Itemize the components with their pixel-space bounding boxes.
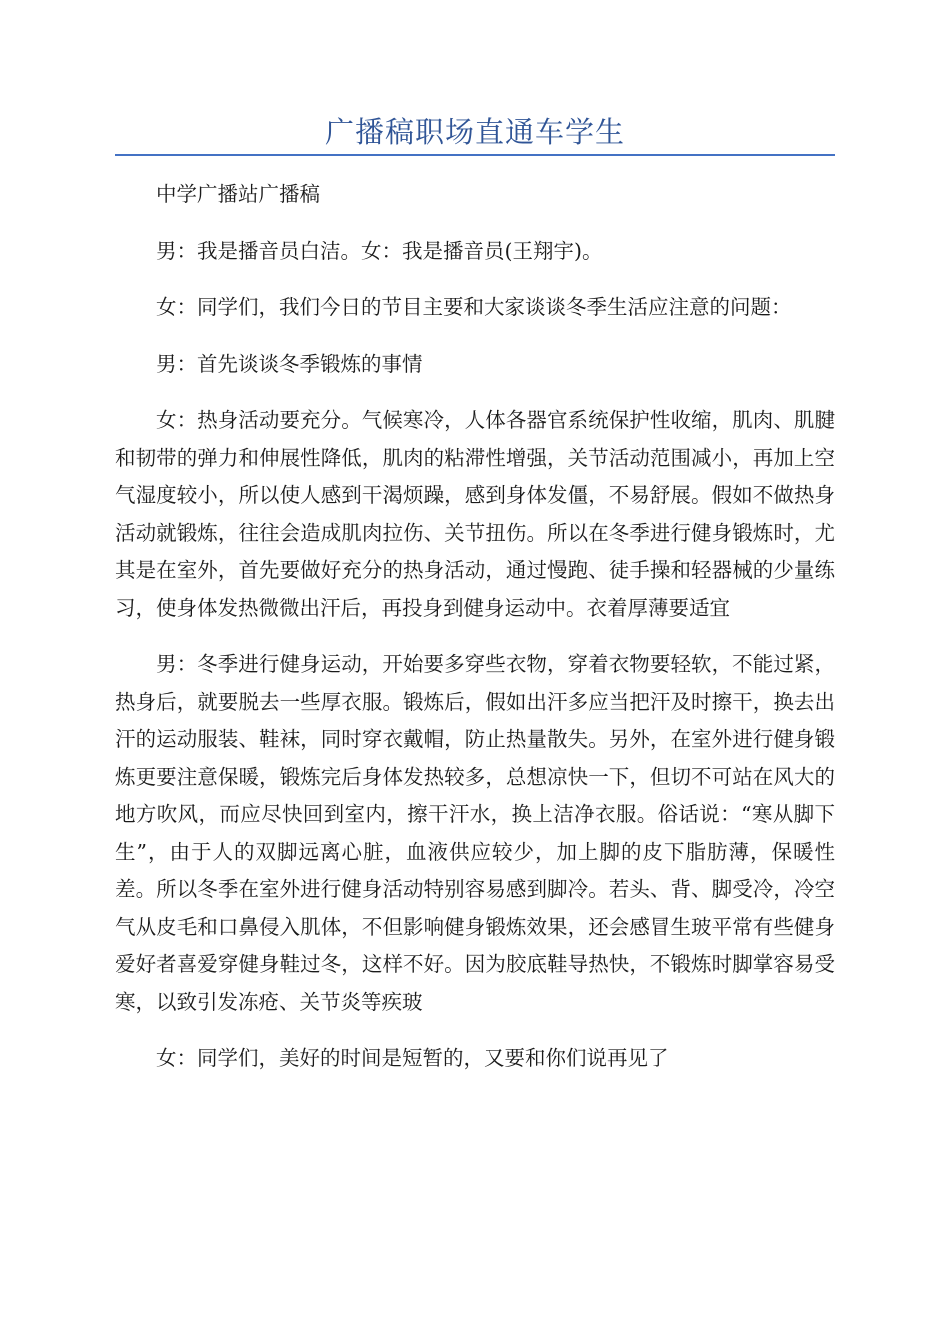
paragraph: 男：冬季进行健身运动，开始要多穿些衣物，穿着衣物要轻软，不能过紧，热身后，就要脱去一些厚衣服。锻炼后，假如出汗多应当把汗及时擦干，换去出汗的运动服装、鞋袜，同时穿衣戴帽，防止热量散失。另外，在室外进行健身锻炼更要注意保暖，锻炼完后身体发热较多，总想凉快一下，但切不可站在风大的地方吹风，而应尽快回到室内，擦干汗水，换上洁净衣服。俗话说：“寒从脚下生”，由于人的双脚远离心脏，血液供应较少，加上脚的皮下脂肪薄，保暖性差。所以冬季在室外进行健身活动特别容易感到脚冷。若头、背、脚受冷，冷空气从皮毛和口鼻侵入肌体，不但影响健身锻炼效果，还会感冒生玻平常有些健身爱好者喜爱穿健身鞋过冬，这样不好。因为胶底鞋导热快，不锻炼时脚掌容易受寒，以致引发冻疮、关节炎等疾玻: [115, 652, 835, 1014]
document-title: 广播稿职场直通车学生: [324, 115, 625, 149]
paragraph: 女：同学们，我们今日的节目主要和大家谈谈冬季生活应注意的问题：: [156, 295, 792, 319]
paragraph: 女：同学们，美好的时间是短暂的，又要和你们说再见了: [156, 1046, 669, 1070]
title-underline: [115, 154, 835, 156]
paragraph: 中学广播站广播稿: [156, 182, 320, 206]
paragraph: 男：我是播音员白洁。女：我是播音员(王翔宇)。: [156, 238, 603, 263]
document-body: [115, 176, 835, 1097]
paragraph: 女：热身活动要充分。气候寒冷，人体各器官系统保护性收缩，肌肉、肌腱和韧带的弹力和伸展性降低，肌肉的粘滞性增强，关节活动范围减小，再加上空气湿度较小，所以使人感到干渴烦躁，感到身体发僵，不易舒展。假如不做热身活动就锻炼，往往会造成肌肉拉伤、关节扭伤。所以在冬季进行健身锻炼时，尤其是在室外，首先要做好充分的热身活动，通过慢跑、徒手操和轻器械的少量练习，使身体发热微微出汗后，再投身到健身运动中。衣着厚薄要适宜: [115, 408, 835, 620]
paragraph: 男：首先谈谈冬季锻炼的事情: [156, 351, 423, 376]
